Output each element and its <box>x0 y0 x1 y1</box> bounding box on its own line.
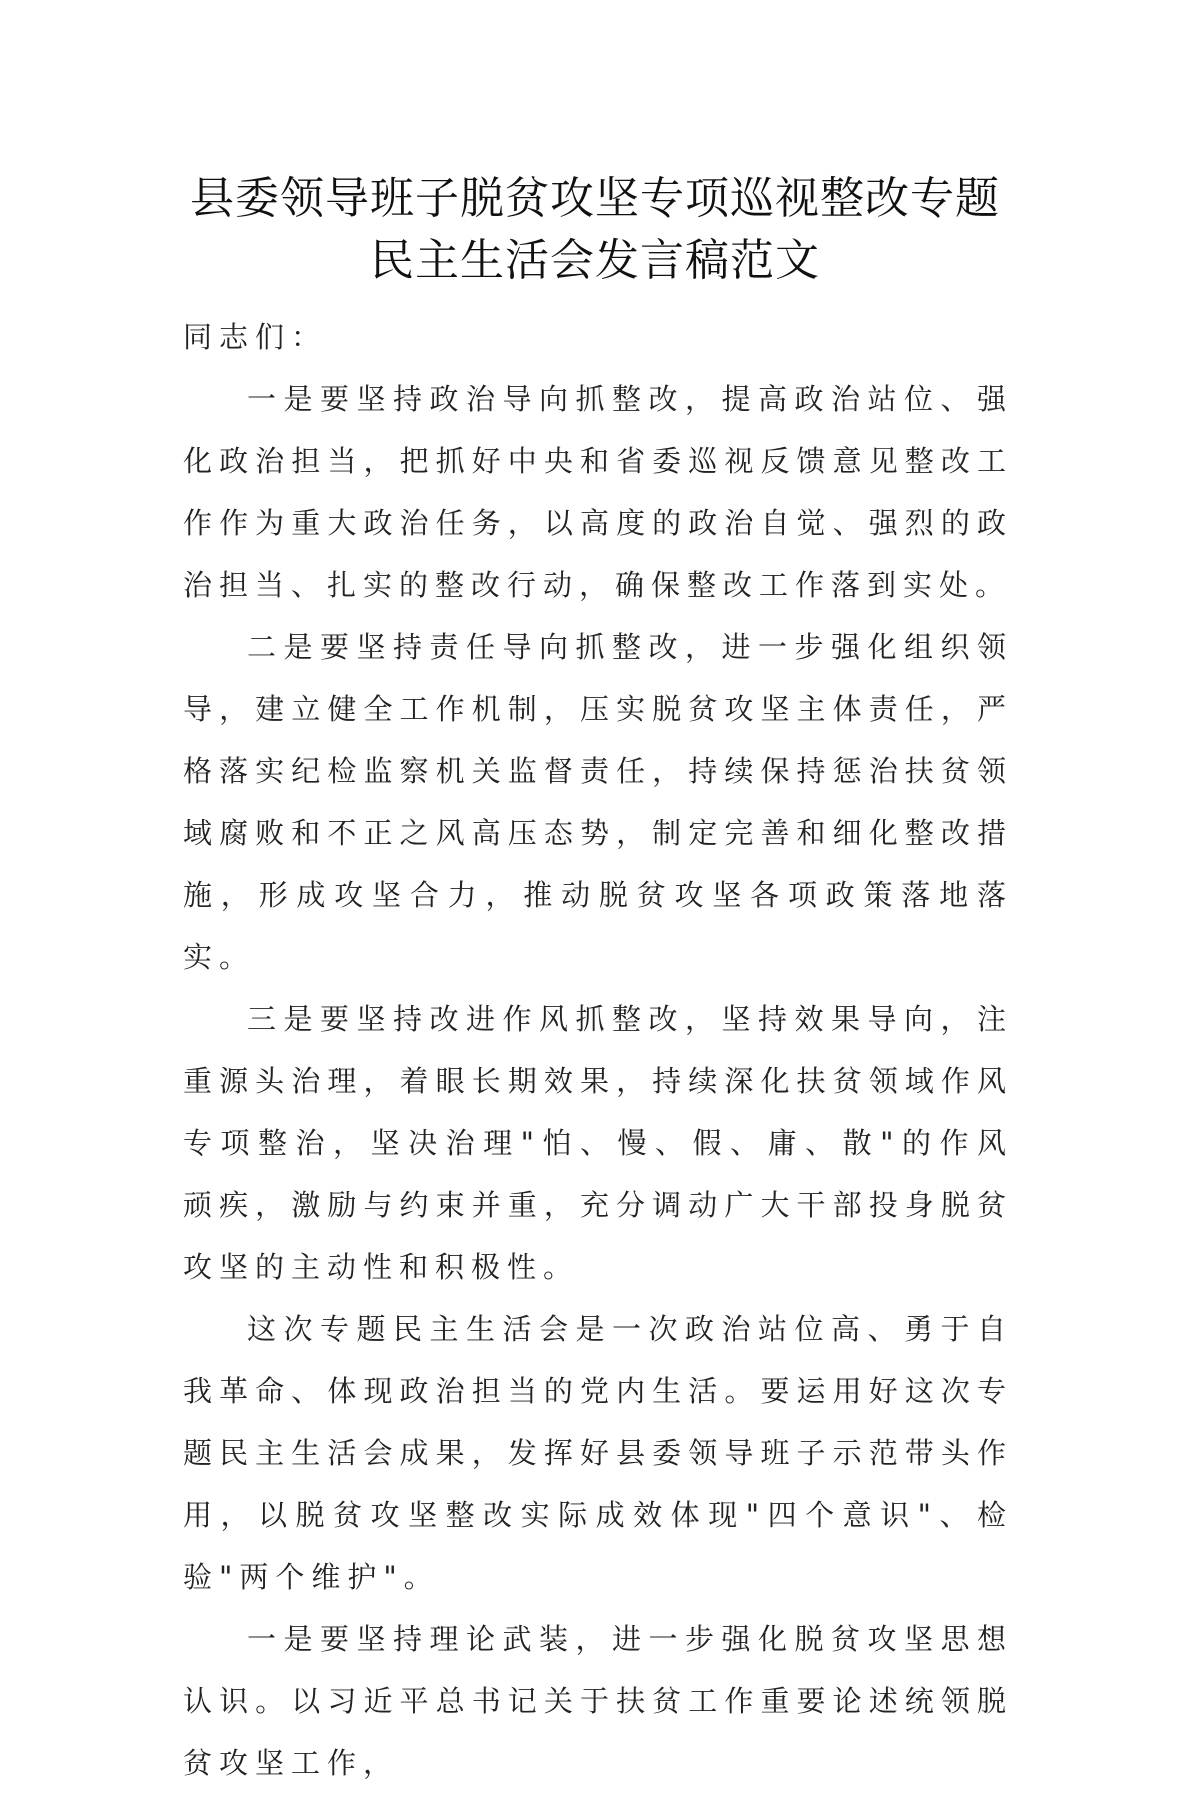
paragraph: 一是要坚持政治导向抓整改，提高政治站位、强化政治担当，把抓好中央和省委巡视反馈意见整改工作作为重大政治任务，以高度的政治自觉、强烈的政治担当、扎实的整改行动，确保整改工作落到实处。 <box>183 382 1013 602</box>
paragraph: 三是要坚持改进作风抓整改，坚持效果导向，注重源头治理，着眼长期效果，持续深化扶贫领域作风专项整治，坚决治理"怕、慢、假、庸、散"的作风顽疾，激励与约束并重，充分调动广大干部投身脱贫攻坚的主动性和积极性。 <box>183 1002 1013 1284</box>
title-line-1: 县委领导班子脱贫攻坚专项巡视整改专题 <box>190 173 1000 224</box>
title-line-2: 民主生活会发言稿范文 <box>370 235 820 286</box>
paragraph: 这次专题民主生活会是一次政治站位高、勇于自我革命、体现政治担当的党内生活。要运用好这次专题民主生活会成果，发挥好县委领导班子示范带头作用，以脱贫攻坚整改实际成效体现"四个意识"、检验"两个维护"。 <box>183 1312 1013 1594</box>
document-body <box>183 306 1013 1794</box>
paragraph: 二是要坚持责任导向抓整改，进一步强化组织领导，建立健全工作机制，压实脱贫攻坚主体责任，严格落实纪检监察机关监督责任，持续保持惩治扶贫领域腐败和不正之风高压态势，制定完善和细化整改措施，形成攻坚合力，推动脱贫攻坚各项政策落地落实。 <box>183 630 1013 974</box>
document-title <box>150 168 1040 292</box>
paragraph: 一是要坚持理论武装，进一步强化脱贫攻坚思想认识。以习近平总书记关于扶贫工作重要论述统领脱贫攻坚工作， <box>183 1622 1013 1780</box>
salutation: 同志们： <box>183 320 328 354</box>
